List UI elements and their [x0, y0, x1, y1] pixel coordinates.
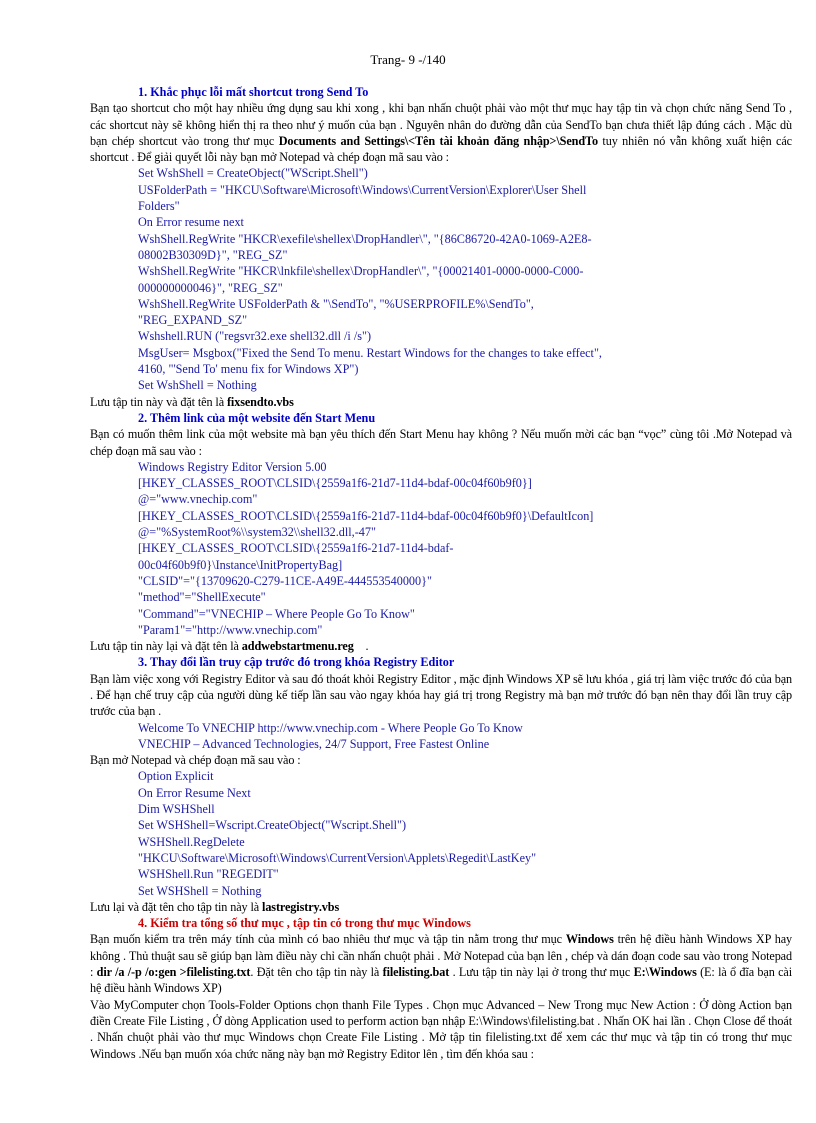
code-line: Set WSHShell=Wscript.CreateObject("Wscript.Shell")	[138, 818, 407, 833]
section-2-save-note: Lưu tập tin này lại và đặt tên là addwebstartmenu.reg .	[90, 639, 369, 654]
code-line: Set WshShell = CreateObject("WScript.Shell")	[138, 166, 368, 181]
code-line: "method"="ShellExecute"	[138, 590, 266, 605]
code-line: [HKEY_CLASSES_ROOT\CLSID\{2559a1f6-21d7-11d4-bdaf-00c04f60b9f0}\DefaultIcon]	[138, 508, 594, 523]
code-line: 4160, "'Send To' menu fix for Windows XP")	[138, 362, 359, 377]
section-1-intro: Bạn tạo shortcut cho một hay nhiều ứng dụng sau khi xong , khi bạn nhấn chuột phải vào một thư mục hay tập tin và chọn chức năng Send To , các shortcut này sẽ không hiển thị ra theo như ý muốn của bạn . Nguyên nhân do đường dẫn của SendTo bạn chưa thiết lập đúng cách . Mặc dù bạn chép shortcut vào trong thư mục Documents and Settings\<Tên tài khoản đăng nhập>\SendTo tuy nhiên nó vẫn không xuất hiện các shortcut . Để giải quyết lỗi này bạn mở Notepad và chép đoạn mã sau vào :	[90, 101, 792, 165]
code-line: WSHShell.RegDelete	[138, 834, 245, 849]
code-line: On Error Resume Next	[138, 785, 251, 800]
section-3-intro: Bạn làm việc xong với Registry Editor và sau đó thoát khỏi Registry Editor , mặc định Windows XP sẽ lưu khóa , giá trị làm việc trước đó của bạn . Để hạn chế truy cập của người dùng kế tiếp lần sau vào ngay khóa hay giá trị trong Registry mà bạn mở trước đó bạn nên thay đổi lần truy cập trước của bạn .	[90, 671, 792, 719]
section-1-code-block	[90, 165, 792, 393]
code-line: Dim WSHShell	[138, 802, 215, 817]
section-2-code-block	[90, 459, 792, 638]
code-line: Windows Registry Editor Version 5.00	[138, 459, 327, 474]
section-2-intro: Bạn có muốn thêm link của một website mà bạn yêu thích đến Start Menu hay không ? Nếu muốn mời các bạn “vọc” cùng tôi .Mở Notepad và chép đoạn mã sau vào :	[90, 427, 792, 458]
section-1-heading: 1. Khắc phục lỗi mất shortcut trong Send To	[138, 85, 369, 99]
section-4-paragraph-2: Vào MyComputer chọn Tools-Folder Options chọn thanh File Types . Chọn mục Advanced – New Trong mục New Action : Ở dòng Action bạn điền Create File Listing , Ở dòng Application used to perform action bạn nhập E:\Windows\filelisting.bat . Nhấn OK hai lần . Chọn Close để thoát . Nhấn chuột phải vào thư mục Windows chọn Create File Listing . Mở tập tin filelisting.txt để xem các thư mục và tập tin có trong thư mục Windows .Nếu bạn muốn xóa chức năng này bạn mở Registry Editor lên , tìm đến khóa sau :	[90, 997, 792, 1061]
section-1-save-note: Lưu tập tin này và đặt tên là fixsendto.vbs	[90, 394, 294, 409]
code-line: "Param1"="http://www.vnechip.com"	[138, 622, 323, 637]
code-line: 000000000046}", "REG_SZ"	[138, 280, 283, 295]
section-2-heading: 2. Thêm link của một website đến Start Menu	[138, 410, 376, 425]
code-line: WshShell.RegWrite USFolderPath & "\SendTo", "%USERPROFILE%\SendTo",	[138, 296, 534, 311]
code-line: MsgUser= Msgbox("Fixed the Send To menu. Restart Windows for the changes to take effect",	[138, 345, 602, 360]
code-line: @="%SystemRoot%\\system32\\shell32.dll,-47"	[138, 525, 376, 540]
code-line: "HKCU\Software\Microsoft\Windows\CurrentVersion\Applets\Regedit\LastKey"	[138, 850, 537, 865]
code-line: "Command"="VNECHIP – Where People Go To Know"	[138, 606, 415, 621]
page-number-header: Trang- 9 -/140	[370, 52, 446, 67]
section-3-examples	[90, 720, 792, 753]
code-line: Option Explicit	[138, 769, 214, 784]
code-line: [HKEY_CLASSES_ROOT\CLSID\{2559a1f6-21d7-11d4-bdaf-00c04f60b9f0}]	[138, 476, 532, 491]
code-line: Set WSHShell = Nothing	[138, 883, 262, 898]
code-line: @="www.vnechip.com"	[138, 492, 258, 507]
code-line: USFolderPath = "HKCU\Software\Microsoft\Windows\CurrentVersion\Explorer\User Shell	[138, 182, 587, 197]
code-line: "REG_EXPAND_SZ"	[138, 313, 248, 328]
code-line: WSHShell.Run "REGEDIT"	[138, 867, 279, 882]
document-body	[90, 84, 792, 1062]
code-line: 00c04f60b9f0}\Instance\InitPropertyBag]	[138, 557, 343, 572]
section-3-open-note: Bạn mở Notepad và chép đoạn mã sau vào :	[90, 753, 301, 768]
section-3-code-block	[90, 768, 792, 898]
section-3-heading: 3. Thay đổi lần truy cập trước đó trong khóa Registry Editor	[138, 655, 455, 670]
example-line: VNECHIP – Advanced Technologies, 24/7 Support, Free Fastest Online	[138, 736, 490, 751]
example-line: Welcome To VNECHIP http://www.vnechip.com - Where People Go To Know	[138, 720, 523, 735]
code-line: "CLSID"="{13709620-C279-11CE-A49E-444553540000}"	[138, 573, 432, 588]
code-line: Folders"	[138, 199, 180, 214]
code-line: On Error resume next	[138, 215, 244, 230]
section-3-save-note: Lưu lại và đặt tên cho tập tin này là lastregistry.vbs	[90, 899, 340, 914]
code-line: WshShell.RegWrite "HKCR\exefile\shellex\DropHandler\", "{86C86720-42A0-1069-A2E8-	[138, 231, 592, 246]
code-line: [HKEY_CLASSES_ROOT\CLSID\{2559a1f6-21d7-11d4-bdaf-	[138, 541, 454, 556]
code-line: WshShell.RegWrite "HKCR\lnkfile\shellex\DropHandler\", "{00021401-0000-0000-C000-	[138, 264, 584, 279]
section-4-heading: 4. Kiểm tra tổng số thư mục , tập tin có trong thư mục Windows	[138, 916, 471, 931]
code-line: Set WshShell = Nothing	[138, 378, 257, 393]
section-4-paragraph-1: Bạn muốn kiểm tra trên máy tính của mình có bao nhiêu thư mục và tập tin nằm trong thư mục Windows trên hệ điều hành Windows XP hay không . Thủ thuật sau sẽ giúp bạn làm điều này chỉ cần nhấn chuột phải . Mở Notepad của bạn lên , chép và dán đoạn code sau vào trong Notepad : dir /a /-p /o:gen >filelisting.txt. Đặt tên cho tập tin này là filelisting.bat . Lưu tập tin này lại ở trong thư mục E:\Windows (E: là ổ đĩa bạn cài hệ điều hành Windows XP)	[90, 932, 793, 996]
code-line: 08002B30309D}", "REG_SZ"	[138, 247, 288, 262]
code-line: Wshshell.RUN ("regsvr32.exe shell32.dll /i /s")	[138, 329, 372, 344]
